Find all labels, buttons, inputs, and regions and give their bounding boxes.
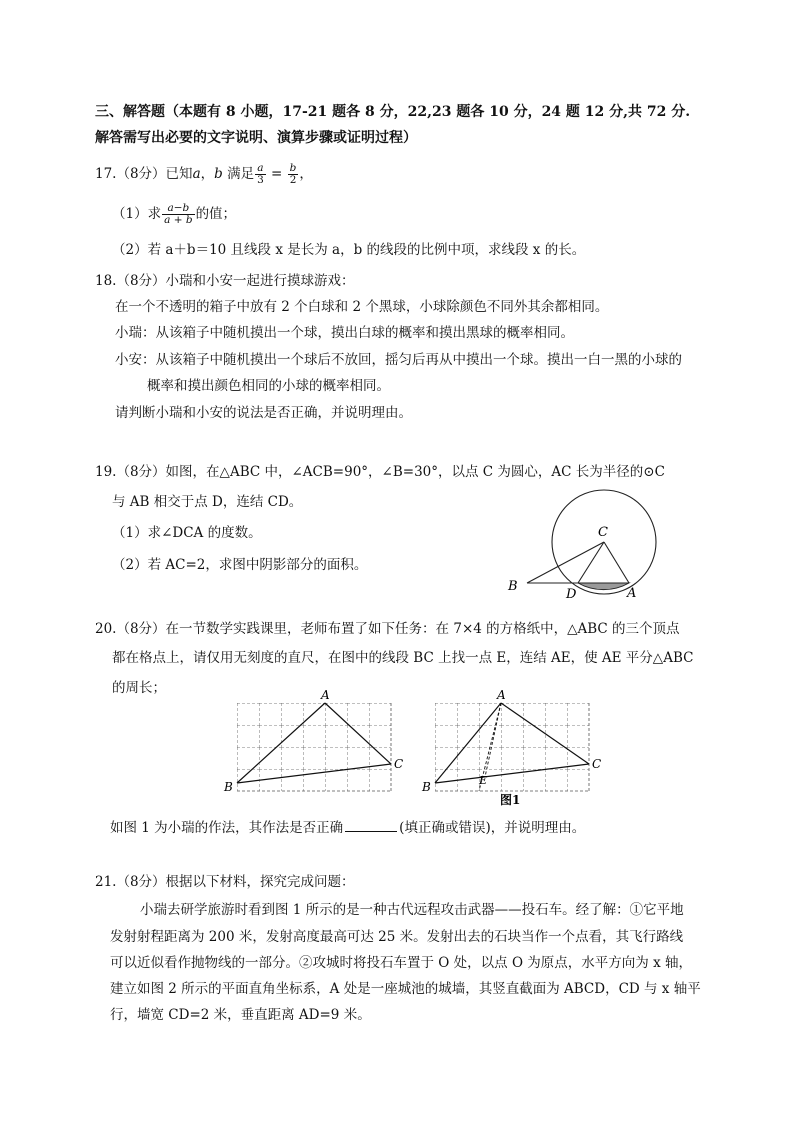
q17-prefix: 17.（8分）已知 bbox=[95, 166, 193, 182]
q21-line1: 小瑞去研学旅游时看到图 1 所示的是一种古代远程攻击武器——投石车。经了解：①它平地 bbox=[140, 902, 684, 918]
q20-answer-suffix: (填正确或错误)，并说明理由。 bbox=[399, 820, 586, 836]
q18-line3: 小安：从该箱子中随机摸出一个球后不放回，摇匀后再从中摸出一个球。摸出一白一黑的小球的 bbox=[115, 352, 682, 368]
q19-segment-ca bbox=[604, 542, 629, 583]
q17-fraction-a3: $\frac{a}{3}$ bbox=[257, 162, 264, 186]
q20-fig1-label-b: B bbox=[224, 780, 233, 794]
q19-part2: （2）若 AC=2，求图中阴影部分的面积。 bbox=[112, 557, 368, 573]
q20-figure-caption: 图1 bbox=[500, 793, 521, 807]
q20-answer-blank[interactable] bbox=[345, 819, 397, 832]
q18-title: 18.（8分）小瑞和小安一起进行摸球游戏： bbox=[95, 273, 355, 289]
q21-line4: 建立如图 2 所示的平面直角坐标系，A 处是一座城池的城墙，其竖直截面为 ABCD，CD 与 x 轴平 bbox=[110, 981, 701, 997]
q18-line5: 请判断小瑞和小安的说法是否正确，并说明理由。 bbox=[115, 405, 412, 421]
q19-line2: 与 AB 相交于点 D，连结 CD。 bbox=[112, 494, 303, 510]
q17-var-b: b bbox=[214, 166, 223, 182]
q17-equals: = bbox=[266, 166, 287, 182]
q20-fig2-label-c: C bbox=[592, 757, 602, 771]
q17-part1-tail: 的值； bbox=[195, 206, 237, 222]
q20-figures bbox=[215, 685, 615, 810]
q20-line2: 都在格点上，请仅用无刻度的直尺，在图中的线段 BC 上找一点 E，连结 AE，使 AE 平分△ABC bbox=[112, 650, 694, 666]
q20-grid-right bbox=[435, 703, 589, 791]
q20-line3: 的周长； bbox=[112, 680, 166, 696]
q17-fraction-expression: $\frac{a-b}{a + b}$ bbox=[164, 202, 193, 226]
q19-line1: 19.（8分）如图，在△ABC 中，∠ACB=90°，∠B=30°，以点 C 为圆心，AC 长为半径的⊙C bbox=[95, 464, 665, 480]
q17-comma: ， bbox=[200, 166, 215, 182]
q18-line2: 小瑞：从该箱子中随机摸出一个球，摸出白球的概率和摸出黑球的概率相同。 bbox=[115, 325, 574, 341]
q19-shaded-segment bbox=[578, 583, 629, 590]
q17-part2: （2）若 a＋b＝10 且线段 x 是长为 a，b 的线段的比例中项，求线段 x 的长。 bbox=[112, 242, 586, 258]
q20-fig2-label-e: E bbox=[479, 774, 488, 787]
q19-segment-cd bbox=[578, 542, 604, 583]
section-heading-line1: 三、解答题（本题有 8 小题，17-21 题各 8 分，22,23 题各 10 分，24 题 12 分,共 72 分. bbox=[95, 104, 691, 120]
q18-line1: 在一个不透明的箱子中放有 2 个白球和 2 个黑球，小球除颜色不同外其余都相同。 bbox=[115, 299, 609, 315]
q20-fig2-label-a: A bbox=[497, 688, 506, 702]
q19-label-c: C bbox=[598, 525, 608, 540]
q20-answer-prefix: 如图 1 为小瑞的作法，其作法是否正确 bbox=[110, 820, 344, 836]
q20-grid-left bbox=[237, 703, 391, 791]
q20-fig2-label-b: B bbox=[422, 780, 431, 794]
q21-line3: 可以近似看作抛物线的一部分。②攻城时将投石车置于 O 处，以点 O 为原点，水平方向为 x 轴， bbox=[110, 955, 692, 971]
q20-fig1-label-c: C bbox=[394, 757, 404, 771]
q17-tail: ， bbox=[299, 166, 313, 182]
q20-fig1-label-a: A bbox=[321, 688, 330, 702]
q20-answer-line bbox=[110, 818, 585, 838]
q21-line2: 发射射程距离为 200 米，发射高度最高可达 25 米。发射出去的石块当作一个点看，其飞行路线 bbox=[110, 929, 684, 945]
q17-var-a: a bbox=[192, 166, 201, 182]
q19-label-b: B bbox=[508, 579, 518, 594]
q17-part1 bbox=[112, 200, 236, 228]
q18-line4: 概率和摸出颜色相同的小球的概率相同。 bbox=[147, 378, 390, 394]
q19-label-a: A bbox=[627, 586, 637, 601]
section-heading-line2: 解答需写出必要的文字说明、演算步骤或证明过程） bbox=[95, 130, 417, 146]
q19-figure bbox=[500, 480, 670, 605]
q19-label-d: D bbox=[566, 587, 577, 602]
q20-line1: 20.（8分）在一节数学实践课里，老师布置了如下任务：在 7×4 的方格纸中，△ABC 的三个顶点 bbox=[95, 621, 680, 637]
q17-cond: 满足 bbox=[222, 166, 255, 182]
q17-fraction-b2: $\frac{b}{2}$ bbox=[289, 162, 297, 186]
q21-line5: 行，墙宽 CD=2 米，垂直距离 AD=9 米。 bbox=[110, 1007, 371, 1023]
q21-title: 21.（8分）根据以下材料，探究完成问题： bbox=[95, 874, 355, 890]
q17-stem bbox=[95, 160, 313, 188]
q17-part1-prefix: （1）求 bbox=[112, 206, 162, 222]
q19-part1: （1）求∠DCA 的度数。 bbox=[112, 525, 262, 541]
